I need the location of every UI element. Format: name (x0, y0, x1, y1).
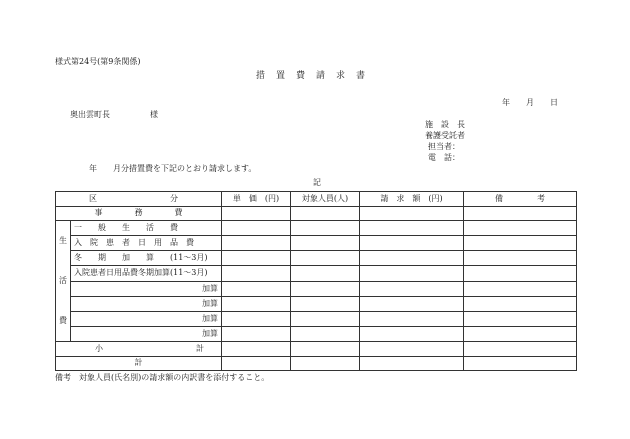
amount-cell[interactable] (360, 326, 464, 341)
unit-price-cell[interactable] (222, 206, 291, 221)
remarks-cell[interactable] (464, 356, 577, 371)
facility-head-label: 施 設 長 (425, 120, 465, 129)
unit-price-cell[interactable] (222, 311, 291, 326)
persons-cell[interactable] (291, 281, 360, 296)
header-unit-price: 単 価 (円) (222, 192, 291, 207)
ki-label: 記 (313, 178, 321, 187)
remarks-cell[interactable] (464, 206, 577, 221)
remarks-cell[interactable] (464, 326, 577, 341)
persons-cell[interactable] (291, 356, 360, 371)
persons-cell[interactable] (291, 342, 360, 357)
remarks-cell[interactable] (464, 236, 577, 251)
table-row (56, 236, 577, 251)
guardian-label: 養護受託者 (425, 131, 465, 140)
subtotal-left: 小 (95, 343, 103, 353)
unit-price-cell[interactable] (222, 266, 291, 281)
office-expense-label: 事 務 費 (56, 206, 222, 221)
living-row-label: 入 院 患 者 日 用 品 費 (71, 236, 222, 251)
table-row (56, 266, 577, 281)
table-row (56, 251, 577, 266)
persons-cell[interactable] (291, 266, 360, 281)
table-row (56, 311, 577, 326)
subtotal-row (56, 342, 577, 357)
remarks-cell[interactable] (464, 266, 577, 281)
request-line: 年 月分措置費を下記のとおり請求します。 (89, 164, 257, 173)
remarks-cell[interactable] (464, 342, 577, 357)
header-amount: 請 求 額 (円) (360, 192, 464, 207)
phone-label: 電 話： (428, 153, 460, 162)
table-row (56, 326, 577, 341)
persons-cell[interactable] (291, 206, 360, 221)
table-row (56, 221, 577, 236)
claim-table (55, 191, 577, 371)
table-row (56, 296, 577, 311)
unit-price-cell[interactable] (222, 236, 291, 251)
unit-price-cell[interactable] (222, 296, 291, 311)
amount-cell[interactable] (360, 221, 464, 236)
addition-label: 加算 (71, 311, 222, 326)
addition-label: 加算 (71, 296, 222, 311)
living-char-3: 費 (59, 316, 67, 325)
unit-price-cell[interactable] (222, 251, 291, 266)
header-category-left: 区 (89, 193, 97, 203)
amount-cell[interactable] (360, 236, 464, 251)
persons-cell[interactable] (291, 221, 360, 236)
unit-price-cell[interactable] (222, 342, 291, 357)
person-in-charge-label: 担当者： (428, 142, 460, 151)
living-char-2: 活 (59, 276, 67, 285)
remarks-note: 備考 対象人員(氏名別)の請求額の内訳書を添付すること。 (55, 373, 270, 382)
header-remarks-left: 備 (495, 193, 503, 203)
amount-cell[interactable] (360, 342, 464, 357)
amount-cell[interactable] (360, 266, 464, 281)
table-row (56, 281, 577, 296)
living-row-label: 冬 期 加 算 (11～3月) (71, 251, 222, 266)
header-remarks-right: 考 (537, 193, 545, 203)
subtotal-right: 計 (196, 343, 204, 353)
total-label: 計 (56, 356, 222, 371)
header-persons: 対象人員(人) (291, 192, 360, 207)
living-expense-vertical-label (56, 221, 71, 342)
unit-price-cell[interactable] (222, 281, 291, 296)
amount-cell[interactable] (360, 356, 464, 371)
amount-cell[interactable] (360, 251, 464, 266)
unit-price-cell[interactable] (222, 326, 291, 341)
remarks-cell[interactable] (464, 311, 577, 326)
amount-cell[interactable] (360, 281, 464, 296)
form-number-label: 様式第24号(第9条関係) (55, 57, 141, 66)
remarks-cell[interactable] (464, 296, 577, 311)
unit-price-cell[interactable] (222, 221, 291, 236)
persons-cell[interactable] (291, 311, 360, 326)
remarks-cell[interactable] (464, 251, 577, 266)
addition-label: 加算 (71, 326, 222, 341)
total-row (56, 356, 577, 371)
remarks-cell[interactable] (464, 221, 577, 236)
amount-cell[interactable] (360, 206, 464, 221)
header-category (56, 192, 222, 207)
remarks-cell[interactable] (464, 281, 577, 296)
subtotal-label (56, 342, 222, 357)
amount-cell[interactable] (360, 311, 464, 326)
persons-cell[interactable] (291, 251, 360, 266)
unit-price-cell[interactable] (222, 356, 291, 371)
addition-label: 加算 (71, 281, 222, 296)
living-row-label: 一 般 生 活 費 (71, 221, 222, 236)
header-category-right: 分 (170, 193, 178, 203)
date-line: 年 月 日 (502, 98, 558, 107)
persons-cell[interactable] (291, 236, 360, 251)
header-remarks (464, 192, 577, 207)
table-row (56, 206, 577, 221)
table-header-row (56, 192, 577, 207)
addressee: 奥出雲町長 様 (70, 110, 158, 119)
persons-cell[interactable] (291, 296, 360, 311)
amount-cell[interactable] (360, 296, 464, 311)
living-char-1: 生 (59, 236, 67, 245)
living-row-label: 入院患者日用品費冬期加算(11～3月) (71, 266, 222, 281)
document-title: 措 置 費 請 求 書 (256, 71, 367, 81)
persons-cell[interactable] (291, 326, 360, 341)
